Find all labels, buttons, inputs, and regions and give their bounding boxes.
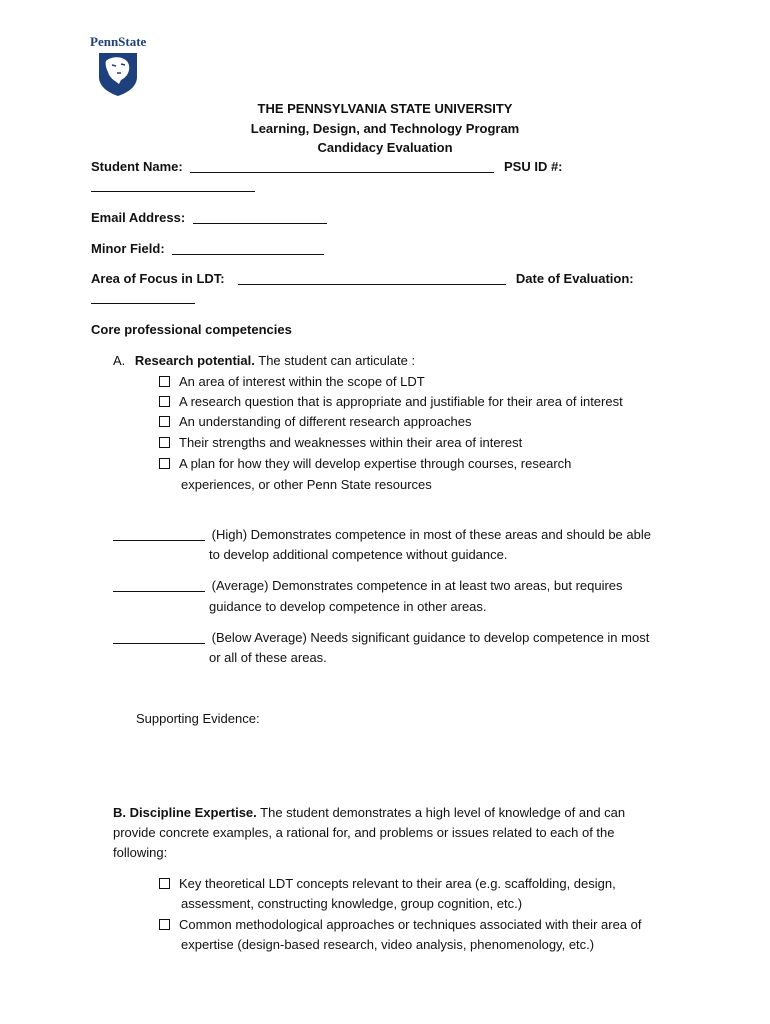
checklist-item (159, 876, 616, 891)
email-label: Email Address: (91, 210, 186, 225)
student-name-field[interactable] (190, 160, 494, 173)
rating-average-field[interactable] (113, 579, 205, 592)
section-title: Core professional competencies (91, 322, 292, 337)
checklist-item-text: A research question that is appropriate and justifiable for their area of interest (179, 394, 623, 409)
section-b-intro-line1 (113, 805, 625, 820)
date-field[interactable] (91, 291, 195, 304)
checklist-item (159, 414, 471, 429)
email-field[interactable] (193, 211, 327, 224)
rating-high-line1: (High) Demonstrates competence in most of these areas and should be able (211, 527, 651, 542)
rating-average-line1: (Average) Demonstrates competence in at least two areas, but requires (211, 578, 623, 593)
section-a-letter: A. (113, 353, 126, 368)
checklist-item (159, 456, 571, 471)
section-b-intro-line2: provide concrete examples, a rational for, and problems or issues related to each of the (113, 825, 615, 840)
pennstate-logo-text: PennState (90, 34, 147, 49)
checklist-item-continued: assessment, constructing knowledge, group cognition, etc.) (181, 896, 523, 911)
section-a-title: Research potential. (134, 353, 255, 368)
form-title: Candidacy Evaluation (317, 140, 453, 155)
checkbox[interactable] (159, 396, 170, 407)
checklist-item-text: Common methodological approaches or techniques associated with their area of (179, 917, 642, 932)
date-label: Date of Evaluation: (515, 271, 634, 286)
rating-below-average-line1: (Below Average) Needs significant guidance to develop competence in most (211, 630, 650, 645)
rating-high-field[interactable] (113, 528, 205, 541)
checklist-item (159, 435, 522, 450)
rating-below-average (113, 630, 649, 645)
checklist-item-continued: expertise (design-based research, video analysis, phenomenology, etc.) (181, 937, 595, 952)
checkbox[interactable] (159, 458, 170, 469)
psu-id-field[interactable] (91, 179, 255, 192)
section-b-intro-line3: following: (113, 845, 168, 860)
section-a-intro: The student can articulate : (258, 353, 416, 368)
student-name-row (91, 159, 563, 174)
checklist-item (159, 917, 641, 932)
minor-row (91, 241, 324, 256)
focus-field[interactable] (238, 272, 506, 285)
section-b-intro: The student demonstrates a high level of knowledge of and can (260, 805, 626, 820)
minor-field-input[interactable] (172, 242, 324, 255)
checkbox[interactable] (159, 878, 170, 889)
checklist-item-text: An understanding of different research approaches (179, 414, 472, 429)
checklist-item (159, 394, 623, 409)
psu-id-row (91, 178, 255, 193)
rating-below-average-field[interactable] (113, 631, 205, 644)
section-b-title: B. Discipline Expertise. (113, 805, 257, 820)
checkbox[interactable] (159, 376, 170, 387)
rating-average-line2: guidance to develop competence in other areas. (209, 599, 487, 614)
rating-average (113, 578, 623, 593)
focus-label: Area of Focus in LDT: (91, 271, 225, 286)
section-a-heading (113, 353, 415, 368)
supporting-evidence-label: Supporting Evidence: (136, 711, 260, 726)
checklist-item-text: Their strengths and weaknesses within their area of interest (179, 435, 523, 450)
minor-field-label: Minor Field: (91, 241, 165, 256)
rating-below-average-line2: or all of these areas. (209, 650, 327, 665)
checklist-item-text: An area of interest within the scope of LDT (179, 374, 425, 389)
rating-high-line2: to develop additional competence without guidance. (209, 547, 508, 562)
focus-row (91, 271, 634, 286)
rating-high (113, 527, 651, 542)
student-name-label: Student Name: (91, 159, 183, 174)
program-title: Learning, Design, and Technology Program (250, 121, 520, 136)
checklist-item (159, 374, 425, 389)
email-row (91, 210, 327, 225)
checklist-item-text: Key theoretical LDT concepts relevant to their area (e.g. scaffolding, design, (179, 876, 616, 891)
date-row (91, 290, 195, 305)
checklist-item-text: A plan for how they will develop expertise through courses, research (179, 456, 572, 471)
university-title: THE PENNSYLVANIA STATE UNIVERSITY (257, 101, 513, 116)
checklist-item-continued: experiences, or other Penn State resources (181, 477, 432, 492)
nittany-lion-shield-icon (97, 51, 139, 97)
checkbox[interactable] (159, 416, 170, 427)
psu-id-label: PSU ID #: (503, 159, 563, 174)
checkbox[interactable] (159, 437, 170, 448)
checkbox[interactable] (159, 919, 170, 930)
